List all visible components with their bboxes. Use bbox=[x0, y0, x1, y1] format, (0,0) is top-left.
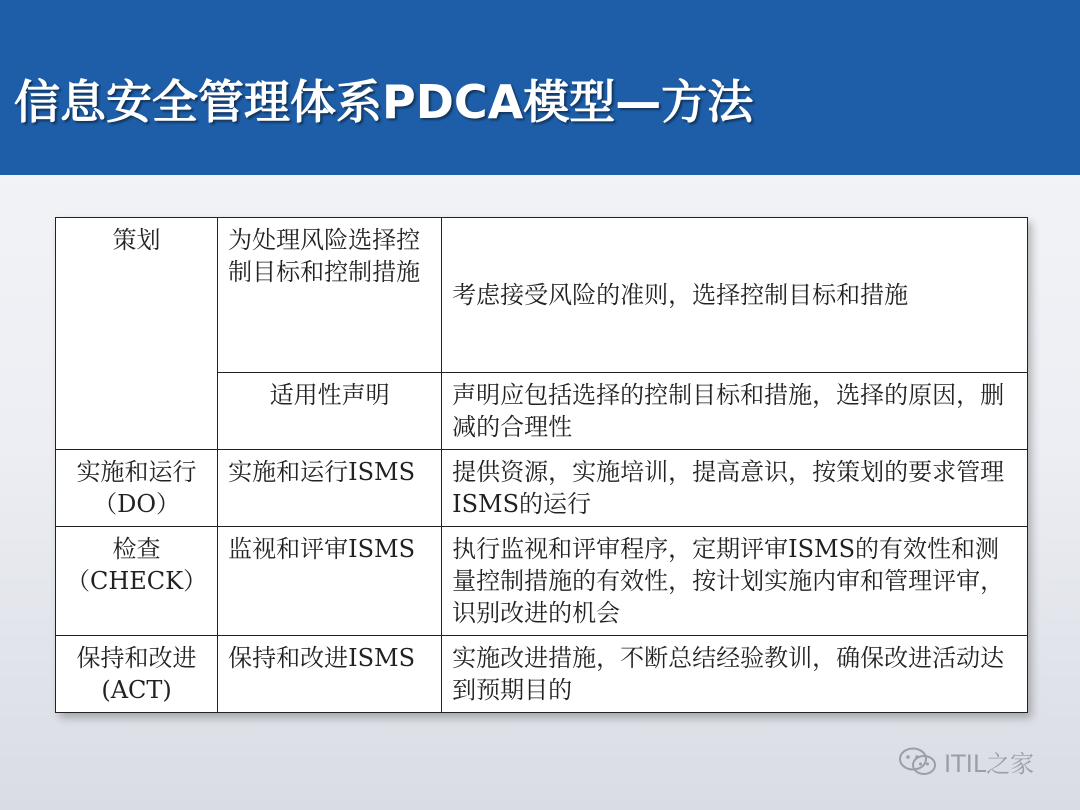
detail-do: 提供资源，实施培训，提高意识，按策划的要求管理ISMS的运行 bbox=[442, 450, 1028, 527]
watermark bbox=[898, 744, 1034, 779]
wechat-icon bbox=[898, 746, 938, 778]
watermark-text: ITIL之家 bbox=[944, 750, 1035, 778]
table-row-do bbox=[56, 450, 1028, 527]
activity-plan-2: 适用性声明 bbox=[218, 373, 442, 450]
activity-check: 监视和评审ISMS bbox=[218, 527, 442, 636]
activity-act: 保持和改进ISMS bbox=[218, 636, 442, 713]
table-row-plan-1 bbox=[56, 218, 1028, 373]
detail-check: 执行监视和评审程序，定期评审ISMS的有效性和测量控制措施的有效性，按计划实施内审和管理评审，识别改进的机会 bbox=[442, 527, 1028, 636]
title-banner bbox=[0, 0, 1080, 175]
phase-check: 检查（CHECK） bbox=[56, 527, 218, 636]
activity-do: 实施和运行ISMS bbox=[218, 450, 442, 527]
table-row-act bbox=[56, 636, 1028, 713]
phase-act: 保持和改进(ACT) bbox=[56, 636, 218, 713]
detail-plan-1: 考虑接受风险的准则，选择控制目标和措施 bbox=[442, 218, 1028, 373]
pdca-method-table bbox=[55, 217, 1028, 713]
phase-plan: 策划 bbox=[56, 218, 218, 450]
activity-plan-1: 为处理风险选择控制目标和控制措施 bbox=[218, 218, 442, 373]
detail-act: 实施改进措施，不断总结经验教训，确保改进活动达到预期目的 bbox=[442, 636, 1028, 713]
detail-plan-2: 声明应包括选择的控制目标和措施，选择的原因，删减的合理性 bbox=[442, 373, 1028, 450]
phase-do: 实施和运行（DO） bbox=[56, 450, 218, 527]
slide-title: 信息安全管理体系PDCA模型—方法 bbox=[14, 75, 754, 129]
table-row-check bbox=[56, 527, 1028, 636]
